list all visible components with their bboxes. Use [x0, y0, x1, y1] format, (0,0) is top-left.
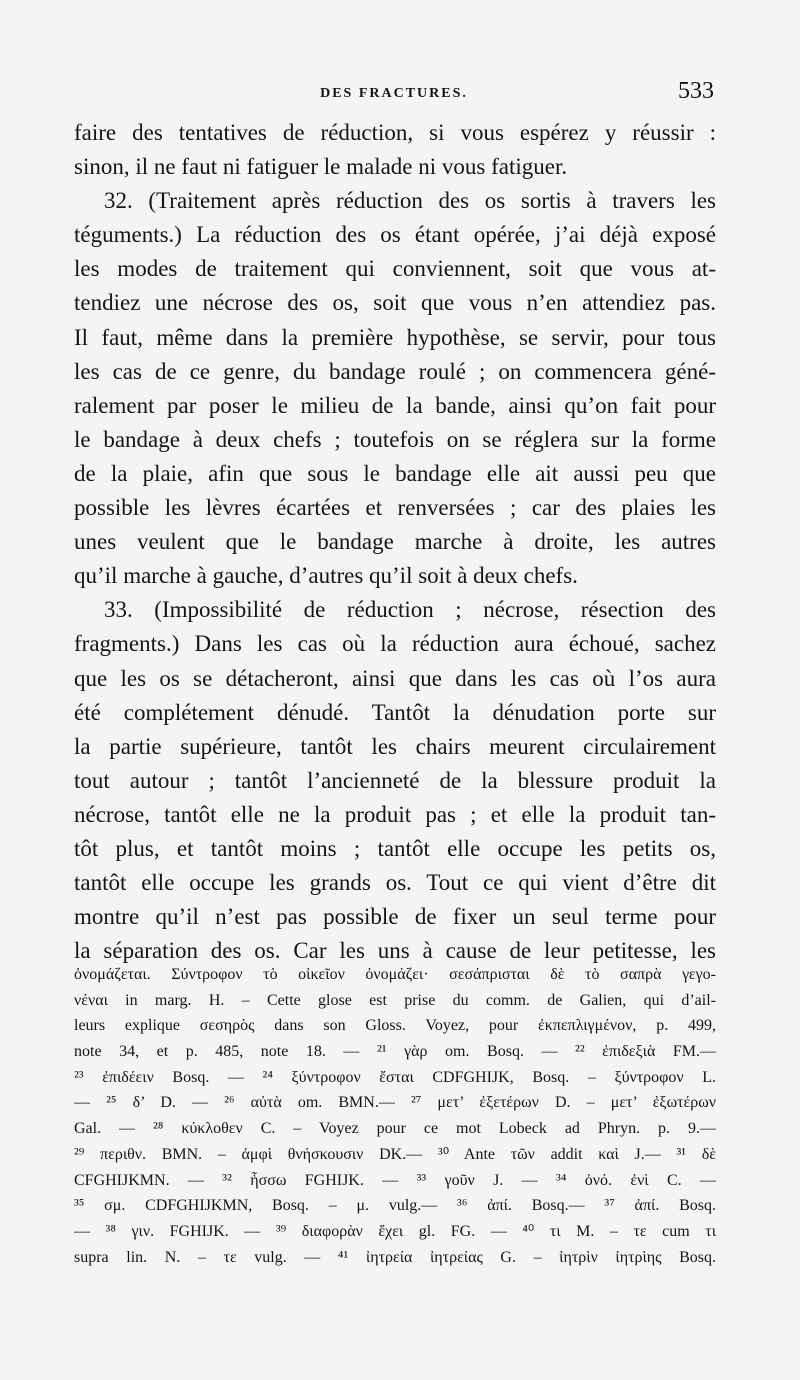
text-line: de la plaie, afin que sous le bandage elle ait aussi peu que [74, 460, 716, 486]
main-text [74, 116, 716, 968]
text-line: tôt plus, et tantôt moins ; tantôt elle occupe les petits os, [74, 835, 716, 861]
footnote-line: supra lin. N. – τε vulg. — ⁴¹ ἰητρεία ἰητρείας G. – ἰητρὶν ἰητρὶης Bosq. [74, 1248, 716, 1266]
text-line: faire des tentatives de réduction, si vous espérez y réussir : [74, 120, 716, 145]
footnote-line: — ²⁵ δ’ D. — ²⁶ αὐτὰ om. BMN.— ²⁷ μετ’ ἐξετέρων D. – μετ’ ἐξωτέρων [74, 1094, 716, 1112]
text-line: ralement par poser le milieu de la bande, ainsi qu’on fait pour [74, 392, 716, 418]
text-line: la partie supérieure, tantôt les chairs meurent circulairement [74, 733, 716, 759]
text-line: nécrose, tantôt elle ne la produit pas ; et elle la produit tan- [74, 801, 716, 827]
footnote-line: Gal. — ²⁸ κύκλοθεν C. – Voyez pour ce mot Lobeck ad Phryn. p. 9.— [74, 1120, 716, 1138]
text-line: tantôt elle occupe les grands os. Tout ce qui vient d’être dit [74, 870, 716, 896]
footnote-line: note 34, et p. 485, note 18. — ²¹ γὰρ om. Bosq. — ²² ἐπιδεξιὰ FM.— [74, 1043, 716, 1061]
text-line: le bandage à deux chefs ; toutefois on se réglera sur la forme [74, 426, 716, 452]
text-line: téguments.) La réduction des os étant opérée, j’ai déjà exposé [74, 222, 716, 248]
text-line: la séparation des os. Car les uns à cause de leur petitesse, les [74, 938, 716, 964]
footnote-line: — ³⁸ γιν. FGHIJK. — ³⁹ διαφορὰν ἔχει gl. FG. — ⁴⁰ τι M. – τε cum τι [74, 1222, 716, 1240]
text-line: fragments.) Dans les cas où la réduction aura échoué, sachez [74, 631, 716, 657]
text-line: tendiez une nécrose des os, soit que vous n’en attendiez pas. [74, 290, 716, 316]
text-line: 32. (Traitement après réduction des os sortis à travers les [104, 188, 716, 214]
text-line: qu’il marche à gauche, d’autres qu’il soit à deux chefs. [74, 563, 578, 589]
text-line: unes veulent que le bandage marche à droite, les autres [74, 529, 716, 555]
text-line: possible les lèvres écartées et renversées ; car des plaies les [74, 495, 716, 521]
text-line: tout autour ; tantôt l’ancienneté de la blessure produit la [74, 767, 716, 793]
footnote-line: ²³ ἐπιδέειν Bosq. — ²⁴ ξύντροφον ἔσται CDFGHIJK, Bosq. – ξύντροφον L. [74, 1068, 716, 1086]
text-line: que les os se détacheront, ainsi que dans les cas où l’os aura [74, 665, 716, 691]
section-32-heading-line [74, 184, 716, 218]
page-number: 533 [678, 78, 714, 104]
footnote-line: ²⁹ περιθν. BMN. – ἀμφὶ θνήσκουσιν DK.— ³⁰ Ante τῶν addit καὶ J.— ³¹ δὲ [74, 1145, 716, 1163]
text-line: les modes de traitement qui conviennent, soit que vous at- [74, 256, 716, 282]
footnote-line: ³⁵ σμ. CDFGHIJKMN, Bosq. – μ. vulg.— ³⁶ ἀπί. Bosq.— ³⁷ ἀπί. Bosq. [74, 1197, 716, 1215]
running-title: DES FRACTURES. [320, 86, 468, 101]
running-head [74, 78, 714, 108]
text-line: été complétement dénudé. Tantôt la dénudation porte sur [74, 699, 716, 725]
text-line: Il faut, même dans la première hypothèse, se servir, pour tous [74, 324, 716, 350]
text-line: les cas de ce genre, du bandage roulé ; on commencera géné- [74, 358, 716, 384]
section-33-heading-line [74, 593, 716, 627]
footnote-line: ὀνομάζεται. Σύντροφον τὸ οἰκεῖον ὀνομάζει· σεσάπρισται δὲ τὸ σαπρὰ γεγο- [74, 966, 716, 983]
footnote-line: νέναι in marg. H. – Cette glose est prise du comm. de Galien, qui d’ail- [74, 991, 716, 1009]
footnote-line: leurs explique σεσηρὸς dans son Gloss. Voyez, pour ἐκπεπλιγμένον, p. 499, [74, 1017, 716, 1035]
text-line: sinon, il ne faut ni fatiguer le malade ni vous fatiguer. [74, 154, 568, 180]
text-line: montre qu’il n’est pas possible de fixer un seul terme pour [74, 904, 716, 930]
footnote-line: CFGHIJKMN. — ³² ἧσσω FGHIJK. — ³³ γοῦν J. — ³⁴ ὀνό. ἐνὶ C. — [74, 1171, 716, 1189]
footnotes [74, 962, 716, 1270]
text-line: 33. (Impossibilité de réduction ; nécrose, résection des [104, 597, 716, 623]
